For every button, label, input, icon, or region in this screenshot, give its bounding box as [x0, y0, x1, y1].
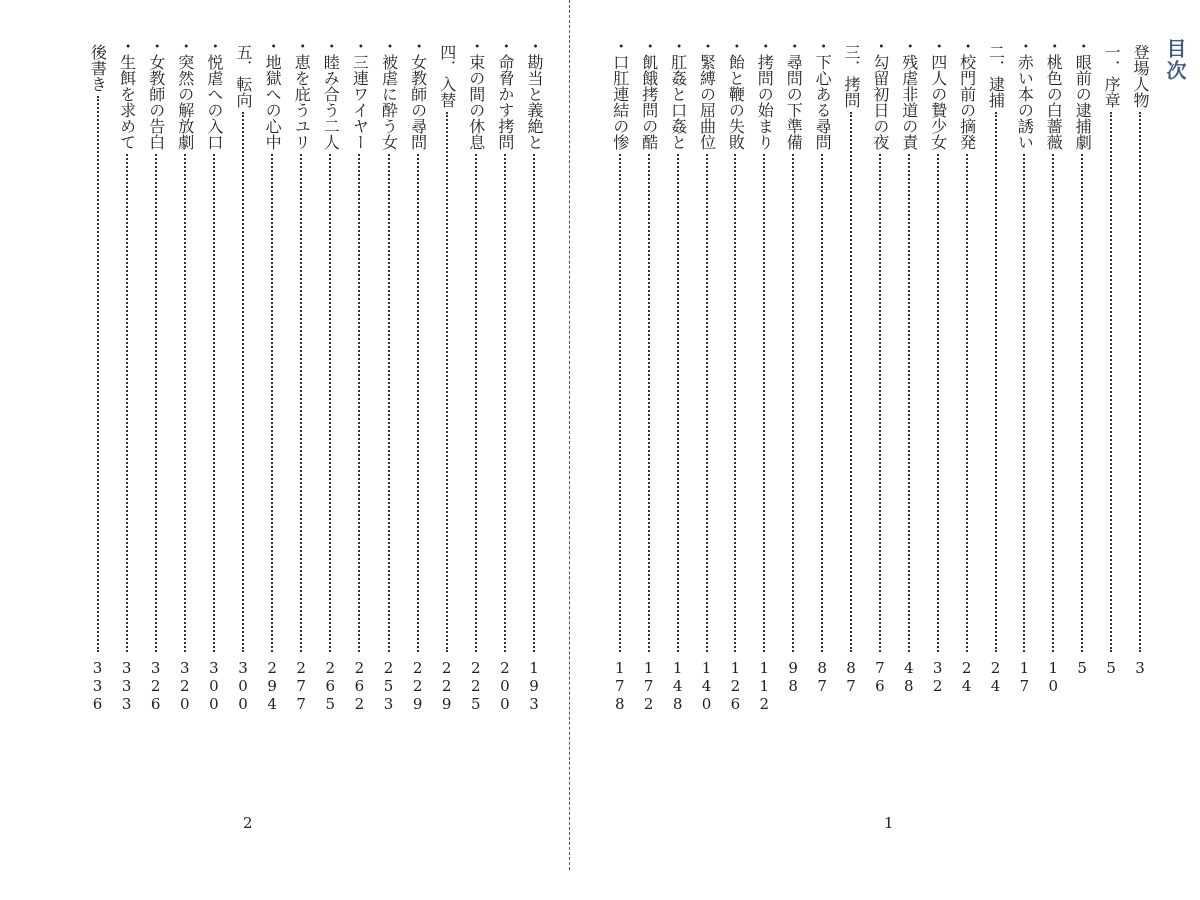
toc-entry-page: 24	[957, 659, 976, 695]
toc-entry-page: 277	[292, 659, 311, 713]
toc-entry-page: 320	[175, 659, 194, 713]
toc-leader	[792, 154, 794, 652]
toc-entry	[1014, 38, 1034, 150]
toc-entry-page: 300	[204, 659, 223, 713]
toc-entry-title: ・赤い本の誘い	[1015, 38, 1035, 150]
toc-entry-page: 253	[379, 659, 398, 713]
toc-title: 目次	[1163, 38, 1187, 82]
toc-entry	[262, 38, 282, 150]
toc-entry	[146, 38, 166, 150]
toc-entry-title: ・悦虐への入口	[204, 38, 224, 150]
toc-leader	[879, 154, 881, 652]
toc-entry	[320, 38, 340, 150]
toc-leader	[126, 154, 128, 652]
toc-entry-page: 193	[525, 659, 543, 713]
toc-entry-title: ・四人の贄少女	[928, 38, 948, 150]
toc-entry	[204, 38, 224, 150]
toc-entry-title: ・尋問の下準備	[784, 38, 804, 150]
toc-entry	[1101, 44, 1121, 108]
toc-entry	[88, 44, 108, 92]
toc-entry-page: 48	[899, 659, 918, 695]
toc-leader	[184, 154, 186, 652]
toc-entry	[783, 38, 803, 150]
toc-leader	[417, 154, 419, 652]
toc-entry	[986, 44, 1006, 108]
toc-leader	[763, 154, 765, 652]
toc-leader	[1110, 112, 1112, 652]
toc-entry-page: 200	[495, 659, 514, 713]
toc-entry	[610, 38, 630, 150]
toc-entry	[812, 38, 832, 150]
toc-entry-title: ・緊縛の屈曲位	[697, 38, 717, 150]
toc-entry-page: 10	[1044, 659, 1063, 695]
toc-entry	[870, 38, 890, 150]
toc-entry	[928, 38, 948, 150]
page-number-right: 1	[884, 814, 894, 832]
toc-entry-title: ・眼前の逮捕劇	[1073, 38, 1093, 150]
toc-entry-page: 225	[466, 659, 485, 713]
toc-leader	[821, 154, 823, 652]
toc-entry	[233, 44, 253, 108]
toc-entry-title: ・口肛連結の惨	[610, 38, 630, 150]
toc-leader	[1139, 112, 1141, 652]
toc-entry	[841, 44, 861, 108]
toc-leader	[850, 112, 852, 652]
toc-entry-title: 登場人物	[1131, 44, 1150, 108]
toc-entry-title: ・勘当と義絶と	[525, 38, 544, 150]
toc-leader	[1052, 154, 1054, 652]
toc-entry-title: ・命脅かす拷問	[495, 38, 515, 150]
toc-entry-page: 17	[1015, 659, 1034, 695]
toc-entry-title: ・恵を庇うユリ	[292, 38, 312, 150]
toc-leader	[329, 154, 331, 652]
toc-entry	[524, 38, 544, 150]
toc-entry-page: 98	[784, 659, 803, 695]
toc-entry-page: 24	[986, 659, 1005, 695]
toc-leader	[1023, 154, 1025, 652]
toc-entry-title: ・飴と鞭の失敗	[726, 38, 746, 150]
toc-entry-title: ・拷問の始まり	[755, 38, 775, 150]
toc-leader	[388, 154, 390, 652]
toc-entry-title: ・残虐非道の責	[899, 38, 919, 150]
toc-entry	[639, 38, 659, 150]
toc-entry-page: 172	[639, 659, 658, 713]
toc-entry-title: 一．序章	[1102, 44, 1122, 108]
toc-entry-page: 336	[88, 659, 107, 713]
toc-entry-title: ・女教師の尋問	[408, 38, 428, 150]
toc-entry-page: 294	[263, 659, 282, 713]
toc-entry	[466, 38, 486, 150]
toc-entry-title: ・三連ワイヤー	[350, 38, 370, 150]
toc-leader	[271, 154, 273, 652]
toc-entry-title: ・下心ある尋問	[813, 38, 833, 150]
toc-leader	[706, 154, 708, 652]
toc-entry	[175, 38, 195, 150]
toc-entry-title: ・飢餓拷問の酷	[639, 38, 659, 150]
toc-entry-title: ・桃色の白薔薇	[1044, 38, 1064, 150]
toc-entry-page: 3	[1131, 659, 1149, 677]
toc-entry-page: 265	[321, 659, 340, 713]
toc-leader	[155, 154, 157, 652]
toc-entry	[1130, 44, 1150, 108]
toc-leader	[1081, 154, 1083, 652]
toc-leader	[966, 154, 968, 652]
toc-leader	[908, 154, 910, 652]
toc-entry-title: ・束の間の休息	[466, 38, 486, 150]
toc-entry	[754, 38, 774, 150]
toc-entry-title: ・勾留初日の夜	[870, 38, 890, 150]
toc-leader	[213, 154, 215, 652]
toc-entry	[408, 38, 428, 150]
toc-entry	[437, 44, 457, 108]
toc-leader	[300, 154, 302, 652]
toc-entry-page: 140	[697, 659, 716, 713]
toc-entry-title: ・被虐に酔う女	[379, 38, 399, 150]
toc-entry-title: ・地獄への心中	[263, 38, 283, 150]
toc-leader	[937, 154, 939, 652]
toc-entry-page: 87	[842, 659, 860, 695]
toc-entry-title: 四．入替	[437, 44, 457, 108]
toc-entry	[725, 38, 745, 150]
toc-entry-page: 126	[726, 659, 745, 713]
toc-entry	[697, 38, 717, 150]
toc-entry	[899, 38, 919, 150]
toc-entry-title: 三．拷問	[842, 44, 861, 108]
toc-entry-page: 5	[1102, 659, 1121, 677]
toc-entry	[379, 38, 399, 150]
toc-leader	[446, 112, 448, 652]
toc-entry-title: ・睦み合う二人	[321, 38, 341, 150]
toc-entry-title: 五．転向	[234, 44, 253, 108]
toc-entry-page: 333	[117, 659, 136, 713]
toc-entry-title: ・肛姦と口姦と	[668, 38, 688, 150]
page-divider	[569, 0, 570, 870]
toc-leader	[97, 96, 99, 652]
toc-leader	[504, 154, 506, 652]
toc-entry-page: 76	[870, 659, 889, 695]
toc-leader	[648, 154, 650, 652]
toc-entry-page: 300	[234, 659, 252, 713]
page-number-left: 2	[243, 814, 253, 832]
toc-entry-page: 32	[928, 659, 947, 695]
toc-leader	[619, 154, 621, 652]
toc-entry-title: 二．逮捕	[986, 44, 1006, 108]
toc-leader	[734, 154, 736, 652]
toc-entry	[349, 38, 369, 150]
toc-leader	[475, 154, 477, 652]
toc-leader	[533, 154, 535, 652]
toc-entry-title: ・女教師の告白	[146, 38, 166, 150]
toc-entry-page: 87	[813, 659, 832, 695]
toc-entry-page: 178	[610, 659, 629, 713]
toc-entry-page: 5	[1073, 659, 1092, 677]
toc-entry	[495, 38, 515, 150]
toc-leader	[242, 112, 244, 652]
toc-entry	[291, 38, 311, 150]
toc-entry-title: 後書き	[88, 44, 108, 92]
toc-leader	[995, 112, 997, 652]
toc-entry	[117, 38, 137, 150]
toc-entry-page: 112	[755, 659, 774, 713]
toc-entry-page: 326	[146, 659, 165, 713]
toc-entry-page: 229	[408, 659, 427, 713]
toc-entry	[1043, 38, 1063, 150]
toc-entry-title: ・突然の解放劇	[175, 38, 195, 150]
toc-entry	[1072, 38, 1092, 150]
toc-entry	[668, 38, 688, 150]
toc-entry	[957, 38, 977, 150]
toc-leader	[677, 154, 679, 652]
toc-entry-page: 148	[668, 659, 687, 713]
toc-entry-title: ・生餌を求めて	[117, 38, 137, 150]
toc-entry-page: 229	[437, 659, 456, 713]
toc-entry-title: ・校門前の摘発	[957, 38, 977, 150]
toc-leader	[358, 154, 360, 652]
toc-entry-page: 262	[350, 659, 369, 713]
